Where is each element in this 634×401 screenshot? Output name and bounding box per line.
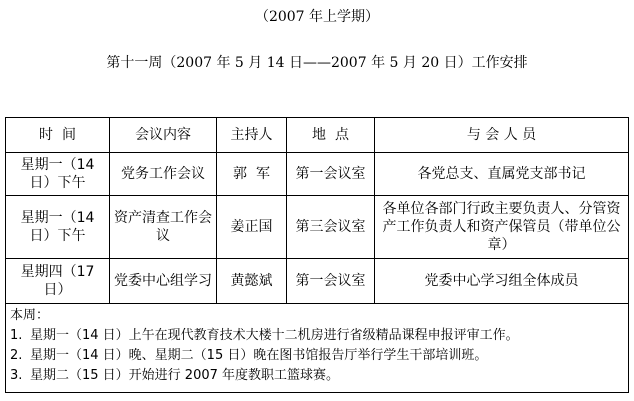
row-attendees: 党委中心学习组全体成员: [375, 259, 629, 304]
row-time: 星期四（17 日）: [6, 259, 110, 304]
row-location: 第三会议室: [287, 196, 375, 259]
header-attendees: 与 会 人 员: [375, 118, 629, 153]
note-text: 星期一（14 日）上午在现代教育技术大楼十二机房进行省级精品课程申报评审工作。: [30, 328, 519, 343]
row-attendees: 各单位各部门行政主要负责人、分管资产工作负责人和资产保管员（带单位公章）: [375, 196, 629, 259]
table-row: [6, 196, 629, 259]
row-content: 党委中心组学习: [110, 259, 217, 304]
note-number: 2.: [10, 348, 23, 363]
row-attendees: 各党总支、直属党支部书记: [375, 153, 629, 196]
header-location: 地 点: [287, 118, 375, 153]
table-row: [6, 259, 629, 304]
row-host: 姜正国: [217, 196, 287, 259]
row-location: 第一会议室: [287, 259, 375, 304]
row-location: 第一会议室: [287, 153, 375, 196]
notes-row: [6, 304, 629, 393]
notes-heading: 本周：: [10, 308, 50, 323]
note-text: 星期一（14 日）晚、星期二（15 日）晚在图书馆报告厅举行学生干部培训班。: [30, 348, 488, 363]
row-time: 星期一（14 日）下午: [6, 153, 110, 196]
note-item: [10, 326, 624, 346]
note-item: [10, 346, 624, 366]
note-number: 3.: [10, 368, 23, 383]
schedule-table: [5, 117, 629, 393]
row-content: 党务工作会议: [110, 153, 217, 196]
note-number: 1.: [10, 328, 23, 343]
table-row: [6, 153, 629, 196]
table-header-row: [6, 118, 629, 153]
row-host: 郭 军: [217, 153, 287, 196]
semester-label: （2007 年上学期）: [254, 9, 380, 25]
week-schedule-title: 第十一周（2007 年 5 月 14 日——2007 年 5 月 20 日）工作安排: [106, 55, 528, 71]
row-host: 黄懿斌: [217, 259, 287, 304]
row-time: 星期一（14 日）下午: [6, 196, 110, 259]
header-content: 会议内容: [110, 118, 217, 153]
header-host: 主持人: [217, 118, 287, 153]
note-item: [10, 366, 624, 386]
header-time: 时 间: [6, 118, 110, 153]
note-text: 星期二（15 日）开始进行 2007 年度教职工篮球赛。: [30, 368, 340, 383]
notes-cell: [6, 304, 629, 393]
row-content: 资产清查工作会议: [110, 196, 217, 259]
